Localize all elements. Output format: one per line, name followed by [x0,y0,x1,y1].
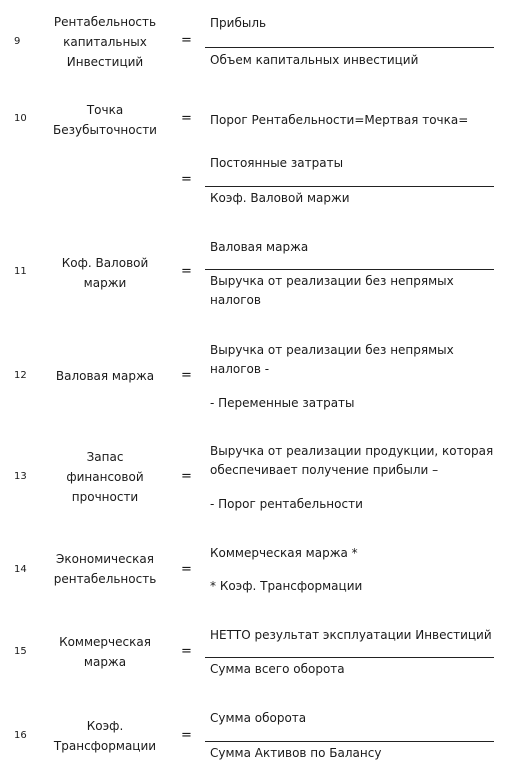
equals-sign: = [181,172,192,187]
equals-sign: = [181,368,192,383]
row-number: 13 [14,471,27,482]
formula-text: - Порог рентабельности [210,497,363,511]
term-line: Экономическая [56,552,154,566]
row-number: 15 [14,646,27,657]
term-line: Коф. Валовой [61,256,149,270]
denominator: Сумма всего оборота [210,662,345,676]
term-line: рентабельность [53,572,157,586]
denominator: Коэф. Валовой маржи [210,191,350,205]
denominator: налогов [210,293,261,307]
numerator: Постоянные затраты [210,156,344,170]
equals-sign: = [181,33,192,48]
row-number: 16 [14,730,27,741]
term-name [30,447,180,507]
term-line: Безубыточности [53,123,157,137]
row-number: 14 [14,564,27,575]
numerator: Валовая маржа [210,240,309,254]
formula-text: * Коэф. Трансформации [210,579,363,593]
row-number: 12 [14,370,27,381]
formula-text: Выручка от реализации продукции, которая [210,444,494,458]
fraction-line [205,47,494,48]
term-line: Запас [86,450,124,464]
term-name [30,549,180,589]
term-line: капитальных [63,35,147,49]
term-line: прочности [71,490,139,504]
term-name [30,12,180,72]
term-name [30,253,180,293]
term-name [30,632,180,672]
equals-sign: = [181,562,192,577]
term-line: Рентабельность [53,15,157,29]
term-line: Валовая маржа [55,369,155,383]
denominator: Объем капитальных инвестиций [210,53,419,67]
equals-sign: = [181,264,192,279]
equals-sign: = [181,728,192,743]
numerator: Прибыль [210,16,267,30]
fraction-line [205,269,494,270]
term-name [30,366,180,386]
formula-text: налогов - [210,362,270,376]
denominator: Сумма Активов по Балансу [210,746,382,760]
fraction-line [205,186,494,187]
row-number: 9 [14,36,21,47]
equals-sign: = [181,644,192,659]
fraction-line [205,657,494,658]
numerator: НЕТТО результат эксплуатации Инвестиций [210,628,492,642]
formula-text: Выручка от реализации без непрямых [210,343,454,357]
formula-text: Порог Рентабельности=Мертвая точка= [210,113,469,127]
term-name [30,716,180,756]
numerator: Сумма оборота [210,711,307,725]
fraction-line [205,741,494,742]
formula-text: обеспечивает получение прибыли – [210,463,439,477]
formula-text: Коммерческая маржа * [210,546,358,560]
term-line: Трансформации [53,739,157,753]
term-name [30,100,180,140]
term-line: Коэф. [86,719,124,733]
term-line: Точка [86,103,124,117]
row-number: 10 [14,113,27,124]
term-line: маржа [83,655,127,669]
term-line: маржи [83,276,127,290]
equals-sign: = [181,469,192,484]
formula-text: - Переменные затраты [210,396,355,410]
equals-sign: = [181,111,192,126]
row-number: 11 [14,266,27,277]
denominator: Выручка от реализации без непрямых [210,274,454,288]
term-line: финансовой [66,470,144,484]
term-line: Инвестиций [66,55,144,69]
term-line: Коммерческая [59,635,151,649]
